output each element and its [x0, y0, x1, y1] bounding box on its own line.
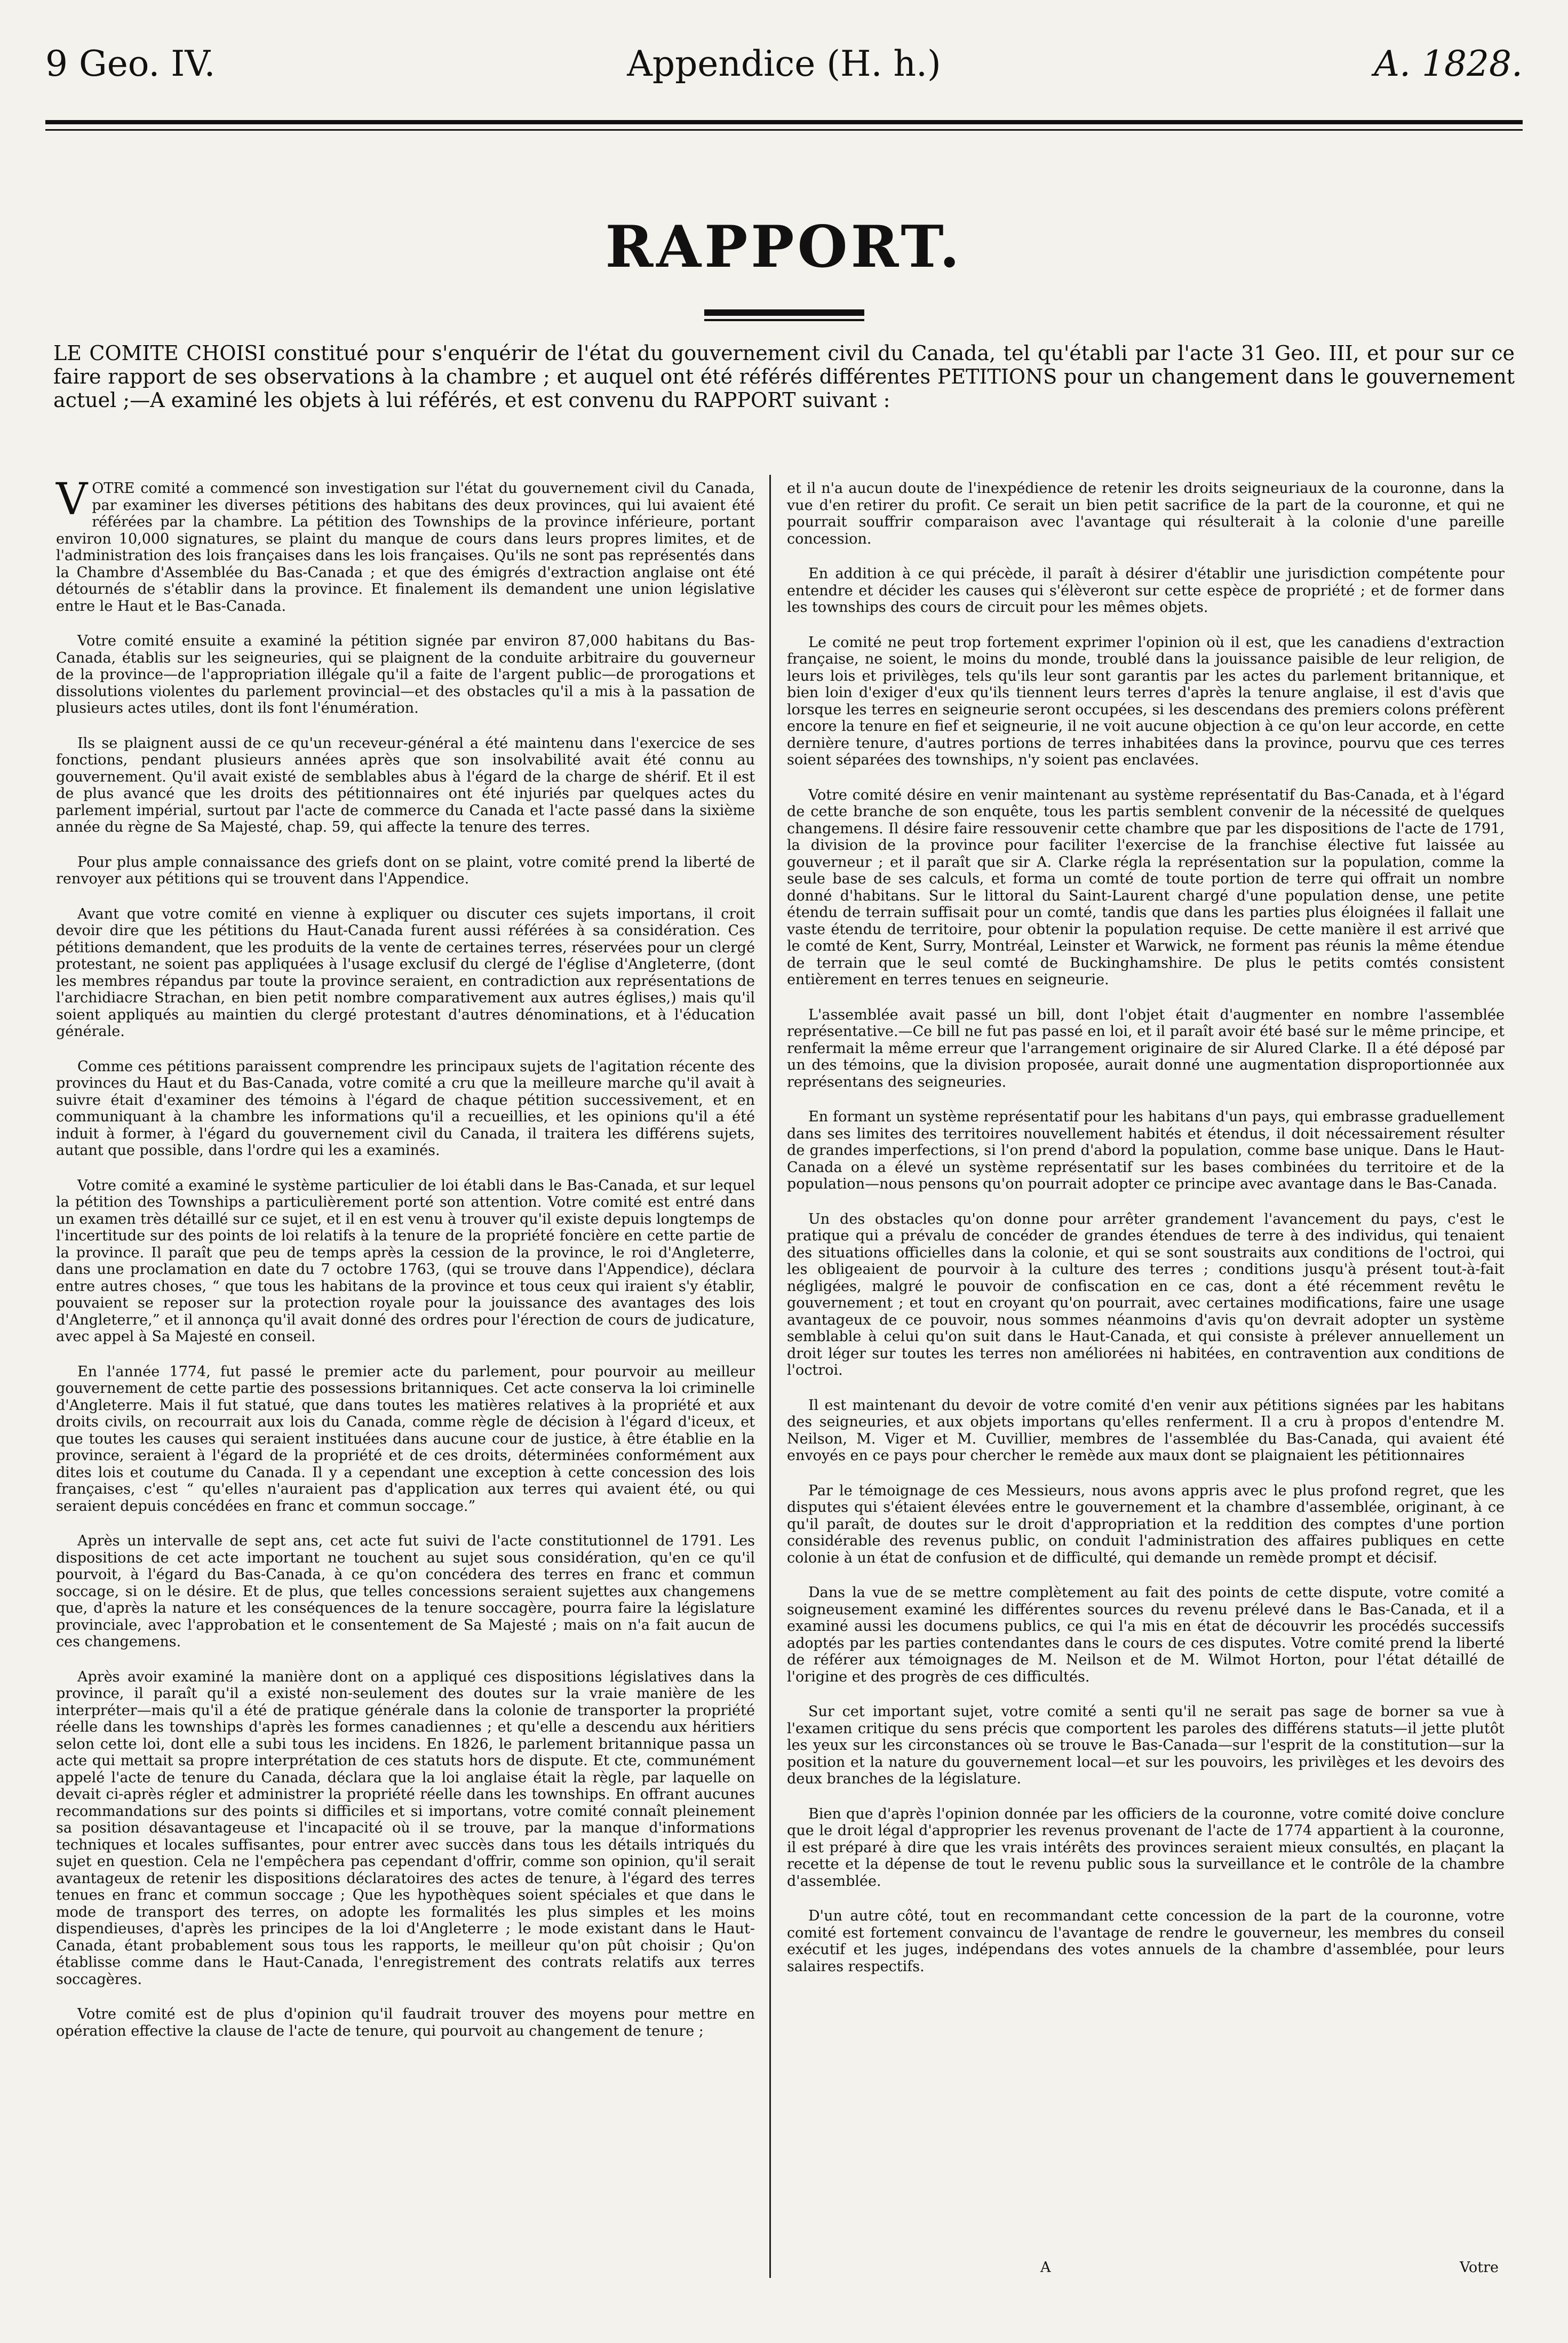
paragraph-text: Avant que votre comité en vienne à expliquer ou discuter ces sujets importans, il croit devoir dire que les pétitions du Haut-Canada furent aussi référées à sa considération. Ces pétitions demandent, que les produits de la vente de certaines terres, réservées pour un clergé protestant, ne soient pas appliquées à l'usage exclusif du clergé de l'église d'Angleterre, (dont les membres répandus par toute la province seraient, en contradiction aux représentations de l'archidiacre Strachan, en bien petit nombre comparativement aux autres églises,) mais qu'il soient appliqués au maintien du clergé protestant d'autres dénominations, et à l'éducation générale. — [56, 905, 755, 1040]
paragraph — [787, 1584, 1505, 1685]
paragraph-text: Votre comité ensuite a examiné la pétition signée par environ 87,000 habitans du Bas-Canada, établis sur les seigneuries, qui se plaignent de la conduite arbitraire du gouverneur de la province—de l'appropriation illégale qu'il a faite de l'argent public—de prorogations et dissolutions violentes du parlement provincial—et des obstacles qu'il a mis à la passation de plusieurs actes utiles, dont ils font l'énumération. — [56, 633, 755, 716]
left-column — [56, 474, 755, 2058]
paragraph-text: Le comité ne peut trop fortement exprimer l'opinion où il est, que les canadiens d'extraction française, ne soient, le moins du monde, troublé dans la jouissance paisible de leur religion, de leurs lois et privilèges, tels qu'ils leur sont garantis par les actes du parlement britannique, et bien loin d'exiger d'eux qu'ils tiennent leurs terres d'après la tenure anglaise, il est d'avis que lorsque les terres en seigneurie seront occupées, si les descendans des premiers colons préfèrent encore la tenure en fief et seigneurie, il ne voit aucune objection à ce qu'on leur accorde, en cette dernière tenure, d'autres portions de terres inhabitées dans la province, pourvu que ces terres soient séparées des townships, n'y soient pas enclavées. — [787, 634, 1505, 768]
paragraph — [56, 1364, 755, 1515]
paragraph-text: Comme ces pétitions paraissent comprendre les principaux sujets de l'agitation récente des provinces du Haut et du Bas-Canada, votre comité a cru que la meilleure marche qu'il avait à suivre était d'examiner des témoins à l'égard de chaque pétition successivement, et en communiquant à la chambre les informations qu'il a recueillies, et les opinions qu'il a été induit à former, à l'égard du gouvernement civil du Canada, il traitera les différens sujets, autant que possible, dans l'ordre qui les a examinés. — [56, 1058, 755, 1159]
signature-mark: A — [1040, 2259, 1051, 2276]
paragraph-text: Après avoir examiné la manière dont on a appliqué ces dispositions législatives dans la province, il paraît qu'il a existé non-seulement des doutes sur la vraie manière de les interpréter—mais qu'il a été de pratique générale dans la colonie de transporter la propriété réelle dans les townships d'après les formes canadiennes ; et qu'elle a descendu aux héritiers selon cette loi, dont elle a subi tous les incidens. En 1826, le parlement britannique passa un acte qui mettait sa propre interprétation de ces statuts hors de dispute. Et cte, communément appelé l'acte de tenure du Canada, déclara que la loi anglaise était la règle, par laquelle on devait ci-après régler et administrer la propriété réelle dans les townships. En offrant aucunes recommandations sur des points si difficiles et si importans, votre comité connaît pleinement sa position désavantageuse et l'incapacité où il se trouve, par la manque d'informations techniques et locales suffisantes, pour entrer avec succès dans tous les détails intriqués du sujet en question. Cela ne l'empêchera pas cependant d'offrir, comme son opinion, qu'il serait avantageux de retenir les dispositions déclaratoires des actes de tenure, à l'égard des terres tenues en franc et commun soccage ; Que les hypothèques soient spéciales et que dans le mode de transport des terres, on adopte les formalités les plus simples et les moins dispendieuses, d'après les principes de la loi d'Angleterre ; le mode existant dans le Haut-Canada, étant probablement sous tous les rapports, le meilleur qu'on pût choisir ; Qu'on établisse comme dans le Haut-Canada, l'enregistrement des contrats relatifs aux terres soccagères. — [56, 1668, 755, 1988]
paragraph-text: En formant un système représentatif pour les habitans d'un pays, qui embrasse graduellement dans ses limites des territoires nouvellement habités et étendus, il doit nécessairement résulter de grandes imperfections, si l'on prend d'abord la population, comme base unique. Dans le Haut-Canada on a élevé un système représentatif sur les bases combinées du territoire et de la population—nous pensons qu'on pourrait adopter ce principe avec avantage dans le Bas-Canada. — [787, 1109, 1505, 1192]
paragraph-text: Votre comité a examiné le système particulier de loi établi dans le Bas-Canada, et sur lequel la pétition des Townships a particulièrement porté son attention. Votre comité est entré dans un examen très détaillé sur ce sujet, et il en est venu à trouver qu'il existe depuis longtemps de l'incertitude sur des points de loi relatifs à la tenure de la propriété foncière en cette partie de la province. Il paraît que peu de temps après la cession de la province, le roi d'Angleterre, dans une proclamation en date du 7 octobre 1763, (qui se trouve dans l'Appendice), déclara entre autres choses, “ que tous les habitans de la province et tous ceux qui iraient s'y établir, pouvaient se reposer sur la protection royale pour la jouissance des avantages des lois d'Angleterre,” et il annonça qu'il avait donné des ordres pour l'érection de cours de judicature, avec appel à Sa Majesté en conseil. — [56, 1177, 755, 1345]
drop-capital: V — [56, 474, 88, 525]
paragraph-text: Votre comité désire en venir maintenant au système représentatif du Bas-Canada, et à l'égard de cette branche de son enquête, tous les partis semblent convenir de la nécessité de quelques changemens. Il désire faire ressouvenir cette chambre que par les dispositions de l'acte de 1791, la division de la province pour faciliter l'exercise de la franchise élective fut laissée au gouverneur ; et il paraît que sir A. Clarke régla la représentation sur la population, comme la seule base de ses calculs, et forma un comté de toute portion de terre qui offrait un nombre donné d'habitans. Sur le littoral du Saint-Laurent chargé d'une population dense, une petite étendu de terrain suffisait pour un comté, tandis que dans les parties plus éloignées il fallait une vaste étendu de territoire, pour obtenir la population requise. De cette manière il est arrivé que le comté de Kent, Surry, Montréal, Leinster et Warwick, ne forment pas réunis la même étendue de terrain que le seul comté de Buckinghamshire. De plus le petits comtés consistent entièrement en terres tenues en seigneurie. — [787, 786, 1505, 988]
paragraph — [787, 1483, 1505, 1567]
paragraph-text: D'un autre côté, tout en recommandant cette concession de la part de la couronne, votre comité est fortement convaincu de l'avantage de rendre le gouverneur, les membres du conseil exécutif et les juges, indépendans des votes annuels de la chambre d'assemblée, pour leurs salaires respectifs. — [787, 1908, 1505, 1975]
paragraph-text: Un des obstacles qu'on donne pour arrêter grandement l'avancement du pays, c'est le pratique qui a prévalu de concéder de grandes étendues de terre à des individus, qui tenaient des situations officielles dans la colonie, et qui se sont soustraits aux conditions de l'octroi, qui les obligeaient de pourvoir à la culture des terres ; conditions jusqu'à présent tout-à-fait négligées, malgré le pouvoir de confiscation en ce cas, dont a été récemment revêtu le gouvernement ; et tout en croyant qu'on pourrait, avec certaines modifications, faire une usage avantageux de ce pouvoir, nous sommes néanmoins d'avis qu'on devrait adopter un système semblable à celui qu'on suit dans le Haut-Canada, et qui consiste à prélever annuellement un droit léger sur toutes les terres non améliorées ni habitées, en contravention aux conditions de l'octroi. — [787, 1210, 1505, 1378]
paragraph-text: Par le témoignage de ces Messieurs, nous avons appris avec le plus profond regret, que les disputes qui s'étaient élevées entre le gouvernement et la chambre d'assemblée, originant, à ce qu'il paraît, de doutes sur le droit d'appropriation et la reddition des comptes d'une portion considérable des revenus public, on conduit l'administration des affaires publiques en cette colonie à un état de confusion et de difficulté, qui demande un remède prompt et décisif. — [787, 1482, 1505, 1566]
title-ornament-rule — [704, 309, 864, 316]
catchword: Votre — [1459, 2259, 1499, 2276]
paragraph — [56, 906, 755, 1040]
paragraph — [787, 1703, 1505, 1788]
paragraph-text: Après un intervalle de sept ans, cet acte fut suivi de l'acte constitutionnel de 1791. Les dispositions de cet acte important ne touchent au sujet sous considération, qu'en ce qu'il pourvoit, à l'égard du Bas-Canada, à ce qu'on concédera des terres en franc et commun soccage, si on le désire. Et de plus, que telles concessions seraient sujettes aux changemens que, d'après la nature et les conséquences de la tenure soccagère, pourra faire la législature provinciale, avec l'approbation et le consentement de Sa Majesté ; mais on n'a fait aucun de ces changemens. — [56, 1533, 755, 1650]
paragraph — [56, 2006, 755, 2039]
paragraph — [787, 787, 1505, 989]
paragraph — [56, 1058, 755, 1159]
paragraph — [56, 1669, 755, 1988]
header-rule-thin — [45, 129, 1523, 131]
paragraph-text: L'assemblée avait passé un bill, dont l'objet était d'augmenter en nombre l'assemblée représentative.—Ce bill ne fut pas passé en loi, et il paraît avoir été basé sur le même principe, et renfermait la même erreur que l'arrangement originaire de sir Alured Clarke. Il a été déposé par un des témoins, que la division proposée, aurait donné une augmentation disproportionnée aux représentans des seigneuries. — [787, 1006, 1505, 1090]
header-appendix: Appendice (H. h.) — [627, 43, 941, 84]
paragraph — [787, 565, 1505, 616]
header-session: 9 Geo. IV. — [45, 43, 216, 84]
paragraph-text: Dans la vue de se mettre complètement au fait des points de cette dispute, votre comité a soigneusement examiné les différentes sources du revenu prélevé dans le Bas-Canada, et il a examiné aussi les documens publics, ce qui l'a mis en état de découvrir les procédés successifs adoptés par les parties contendantes dans le cours de ces disputes. Votre comité prend la liberté de référer aux témoignages de M. Neilson et de M. Wilmot Horton, pour l'état détaillé de l'origine et des progrès de ces difficultés. — [787, 1584, 1505, 1685]
paragraph — [787, 1109, 1505, 1193]
right-column — [787, 480, 1505, 1993]
page-title: RAPPORT. — [605, 213, 963, 281]
paragraph — [787, 634, 1505, 769]
paragraph-text: En addition à ce qui précède, il paraît à désirer d'établir une jurisdiction compétente pour entendre et décider les causes qui s'élèveront sur cette espèce de propriété ; et de former dans les townships des cours de circuit pour les mêmes objets. — [787, 565, 1505, 616]
paragraph — [56, 854, 755, 888]
paragraph — [787, 1007, 1505, 1091]
paragraph — [787, 1806, 1505, 1890]
paragraph — [787, 1211, 1505, 1379]
paragraph-text: Ils se plaignent aussi de ce qu'un receveur-général a été maintenu dans l'exercice de ses fonctions, pendant plusieurs années après que son insolvabilité avait été connu au gouvernement. Qu'il avait existé de semblables abus à l'égard de la charge de shérif. Et il est de plus avancé que les droits des pétitionnaires ont été injuriés par quelques actes du parlement impérial, surtout par l'acte de commerce du Canada et l'acte passé dans la sixième année du règne de Sa Majesté, chap. 59, qui affecte la tenure des terres. — [56, 735, 755, 835]
paragraph — [56, 1177, 755, 1345]
paragraph-text: Pour plus ample connaissance des griefs dont on se plaint, votre comité prend la liberté de renvoyer aux pétitions qui se trouvent dans l'Appendice. — [56, 854, 755, 887]
paragraph — [56, 474, 755, 615]
paragraph-text: Sur cet important sujet, votre comité a senti qu'il ne serait pas sage de borner sa vue à l'examen critique du sens précis que comportent les paroles des différens statuts—il jette plutôt les yeux sur les circonstances où se trouve le Bas-Canada—sur l'esprit de la constitution—sur la position et la nature du gouvernement local—et sur les pouvoirs, les privilèges et les devoirs des deux branches de la législature. — [787, 1703, 1505, 1787]
paragraph — [787, 1908, 1505, 1975]
paragraph — [787, 480, 1505, 547]
paragraph-text: Bien que d'après l'opinion donnée par les officiers de la couronne, votre comité doive conclure que le droit légal d'approprier les revenus provenant de l'acte de 1774 appartient à la couronne, il est préparé à dire que les vrais intérêts des provinces seraient mieux consultés, en plaçant la recette et la dépense de tout le revenu public sous la surveillance et le contrôle de la chambre d'assemblée. — [787, 1805, 1505, 1890]
paragraph — [56, 735, 755, 836]
paragraph — [56, 1533, 755, 1651]
paragraph-text: Votre comité est de plus d'opinion qu'il faudrait trouver des moyens pour mettre en opération effective la clause de l'acte de tenure, qui pourvoit au changement de tenure ; — [56, 2006, 755, 2039]
title-ornament-rule-2 — [704, 319, 864, 321]
paragraph-text: et il n'a aucun doute de l'inexpédience de retenir les droits seigneuriaux de la couronne, dans la vue d'en retirer du profit. Ce serait un bien petit sacrifice de la part de la couronne, et qui ne pourrait souffrir comparaison avec l'avantage qui résulterait à la colonie d'une pareille concession. — [787, 480, 1505, 547]
page-header — [45, 40, 1523, 104]
header-year: A. 1828. — [1374, 43, 1523, 84]
paragraph-text: En l'année 1774, fut passé le premier acte du parlement, pour pourvoir au meilleur gouvernement de cette partie des possessions britanniques. Cet acte conserva la loi criminelle d'Angleterre. Mais il fut statué, que dans toutes les matières relatives à la propriété et aux droits civils, on recourrait aux lois du Canada, comme règle de décision à l'égard d'iceux, et que toutes les causes qui seraient instituées dans aucune cour de justice, à être établie en la province, seraient à l'égard de la propriété et de ces droits, déterminées conformément aux dites lois et coutume du Canada. Il y a cependant une exception à cette concession des lois françaises, c'est “ qu'elles n'auraient pas d'application aux terres qui avaient été, ou qui seraient depuis concédées en franc et commun soccage.” — [56, 1363, 755, 1515]
paragraph-text: Il est maintenant du devoir de votre comité d'en venir aux pétitions signées par les habitans des seigneuries, et aux objets importans qu'elles renferment. Il a cru à propos d'entendre M. Neilson, M. Viger et M. Cuvillier, membres de l'assemblée du Bas-Canada, qui avaient été envoyés en ce pays pour chercher le remède aux maux dont se plaignaient les pétitionnaires — [787, 1397, 1505, 1464]
header-rule-thick — [45, 120, 1523, 124]
column-divider — [769, 475, 771, 2278]
intro-paragraph: LE COMITE CHOISI constitué pour s'enquérir de l'état du gouvernement civil du Canada, tel qu'établi par l'acte 31 Geo. III, et pour sur ce faire rapport de ses observations à la chambre ; et auquel ont été référés différentes PETITIONS pour un changement dans le gouvernement actuel ;—A examiné les objets à lui référés, et est convenu du RAPPORT suivant : — [53, 341, 1515, 412]
paragraph — [56, 633, 755, 717]
paragraph — [787, 1397, 1505, 1464]
paragraph-text: OTRE comité a commencé son investigation sur l'état du gouvernement civil du Canada, par examiner les diverses pétitions des habitans des deux provinces, qui lui avaient été référées par la chambre. La pétition des Townships de la province inférieure, portant environ 10,000 signatures, se plaint du manque de cours dans leurs propres limites, et de l'administration des lois françaises dans les lois françaises. Qu'ils ne sont pas représentés dans la Chambre d'Assemblée du Bas-Canada ; et que des émigrés d'extraction anglaise ont été détournés de s'établir dans la province. Et finalement ils demandent une union législative entre le Haut et le Bas-Canada. — [56, 480, 755, 615]
